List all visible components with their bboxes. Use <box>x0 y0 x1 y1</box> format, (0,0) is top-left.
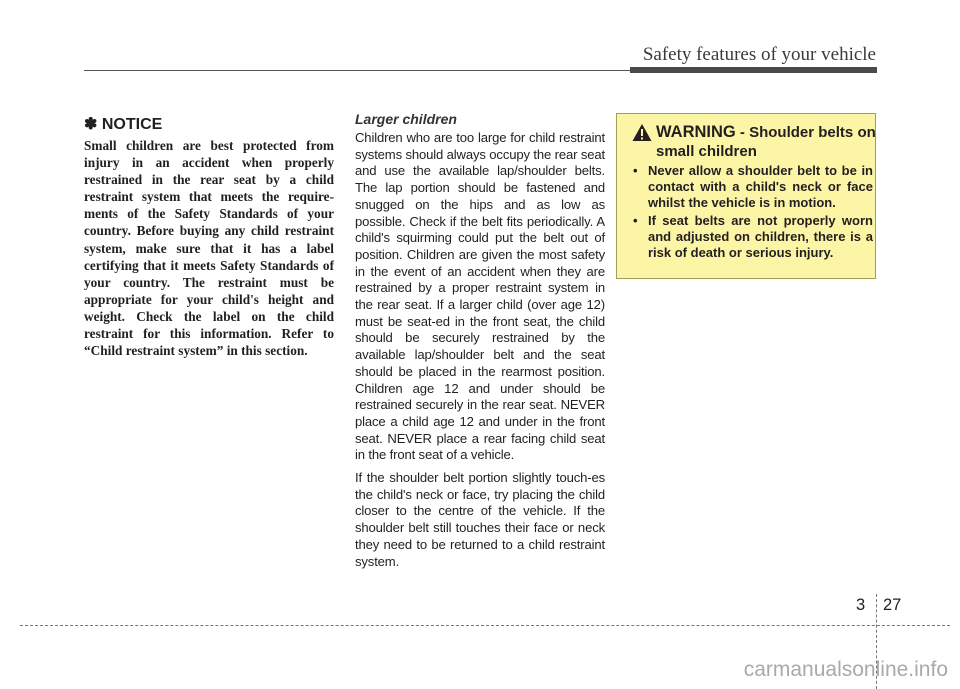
warning-item-text: If seat belts are not properly worn and adjusted on children, there is a risk of death or serious injury. <box>648 213 873 260</box>
warning-item <box>633 213 873 260</box>
page-number: 27 <box>883 596 902 614</box>
warning-title <box>656 123 876 161</box>
warning-item <box>633 163 873 210</box>
warning-label: WARNING <box>656 123 736 141</box>
larger-children-paragraph-1: Children who are too large for child restraint systems should always occupy the rear seat and use the available lap/shoulder belts. The lap portion should be fastened and snugged on the hips and as low as possible. Check if the belt fits periodically. A child's squirming could put the belt out of position. Children are given the most safety in the event of an accident when they are restrained by a proper restraint system in the rear seat. If a larger child (over age 12) must be seat-ed in the front seat, the child should be securely restrained by the available lap/shoulder belt and the seat should be placed in the rearmost position. Children age 12 and under should be restrained securely in the rear seat. NEVER place a child age 12 and under in the front seat. NEVER place a rear facing child seat in the front seat of a vehicle. <box>355 130 605 463</box>
notice-text: Small children are best protected from injury in an accident when properly restrained in the rear seat by a child restraint system that meets the require-ments of the Safety Standards of your country. Before buying any child restraint system, make sure that it has a label certifying that it meets Safety Standards of your country. The restraint must be appropriate for your child's height and weight. Check the label on the child restraint for this information. Refer to “Child restraint system” in this section. <box>84 138 334 359</box>
notice-symbol-icon: ✽ <box>84 116 98 133</box>
notice-section <box>84 114 334 359</box>
bullet-icon: • <box>633 163 638 178</box>
warning-list <box>633 163 873 264</box>
warning-item-text: Never allow a shoulder belt to be in contact with a child's neck or face whilst the vehicle is in motion. <box>648 163 873 210</box>
warning-subject: Shoulder belts on small children <box>656 124 876 160</box>
warning-separator: - <box>735 124 750 141</box>
section-title: Safety features of your vehicle <box>642 44 876 65</box>
larger-children-paragraph-2: If the shoulder belt portion slightly touch-es the child's neck or face, try placing the child closer to the centre of the vehicle. If the shoulder belt still touches their face or neck they need to be returned to a child restraint system. <box>355 470 605 569</box>
larger-children-section <box>355 111 605 576</box>
warning-box <box>616 113 876 279</box>
notice-heading <box>84 114 334 134</box>
watermark: carmanualsonline.info <box>743 658 948 681</box>
notice-heading-text: NOTICE <box>101 116 163 133</box>
header-rule-accent <box>630 67 877 73</box>
warning-triangle-icon <box>632 123 652 142</box>
chapter-number: 3 <box>856 596 866 614</box>
footer-rule <box>20 625 950 626</box>
larger-children-heading: Larger children <box>355 111 457 127</box>
bullet-icon: • <box>633 213 638 229</box>
header-rule <box>84 70 630 71</box>
